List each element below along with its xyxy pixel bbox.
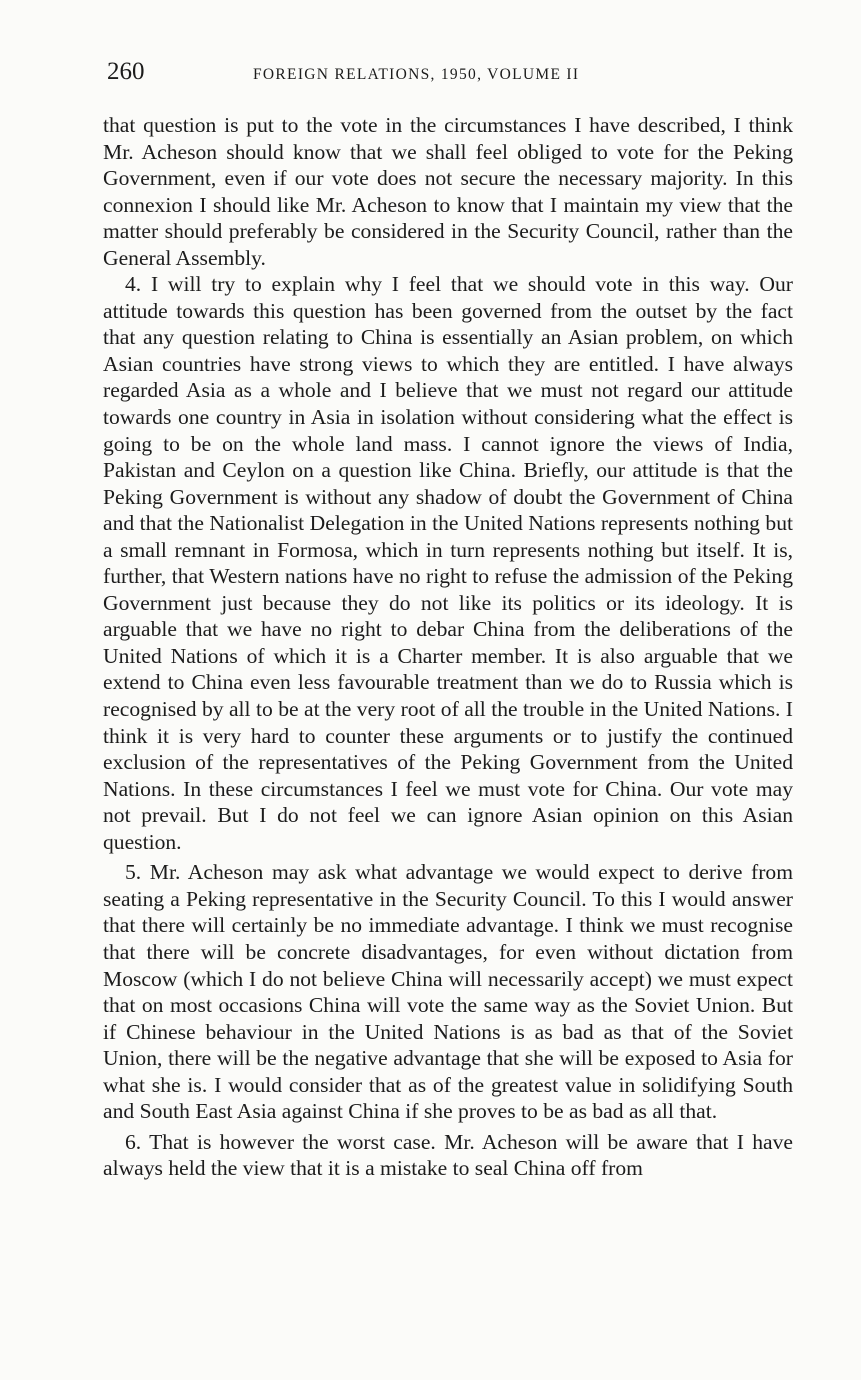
running-title: FOREIGN RELATIONS, 1950, VOLUME II — [253, 66, 580, 83]
paragraph-6: 6. That is however the worst case. Mr. Acheson will be aware that I have always held the view that it is a mistake to seal China off from — [103, 1129, 793, 1181]
body-text — [103, 112, 793, 1182]
paragraph-4: 4. I will try to explain why I feel that we should vote in this way. Our attitude towards this question has been governed from the outset by the fact that any question relating to China is essentially an Asian problem, on which Asian countries have strong views to which they are entitled. I have always regarded Asia as a whole and I believe that we must not regard our attitude towards one country in Asia in isolation without considering what the effect is going to be on the whole land mass. I cannot ignore the views of India, Pakistan and Ceylon on a question like China. Briefly, our attitude is that the Peking Government is without any shadow of doubt the Government of China and that the Nationalist Delegation in the United Nations represents nothing but a small remnant in Formosa, which in turn represents nothing but itself. It is, further, that Western nations have no right to refuse the admission of the Peking Government just because they do not like its politics or its ideology. It is arguable that we have no right to debar China from the deliberations of the United Nations of which it is a Charter member. It is also arguable that we extend to China even less favourable treatment than we do to Russia which is recognised by all to be at the very root of all the trouble in the United Nations. I think it is very hard to counter these arguments or to justify the continued exclusion of the representatives of the Peking Government from the United Nations. In these circumstances I feel we must vote for China. Our vote may not prevail. But I do not feel we can ignore Asian opinion on this Asian question. — [103, 272, 793, 854]
running-header — [103, 58, 793, 92]
page-number: 260 — [107, 58, 145, 85]
paragraph-continuation: that question is put to the vote in the circumstances I have described, I think Mr. Acheson should know that we shall feel obliged to vote for the Peking Government, even if our vote does not secure the necessary majority. In this connexion I should like Mr. Acheson to know that I maintain my view that the matter should preferably be considered in the Security Council, rather than the General Assembly. — [103, 113, 793, 270]
paragraph-5: 5. Mr. Acheson may ask what advantage we would expect to derive from seating a Peking representative in the Security Council. To this I would answer that there will certainly be no immediate advantage. I think we must recognise that there will be concrete disadvantages, for even without dictation from Moscow (which I do not believe China will necessarily accept) we must expect that on most occasions China will vote the same way as the Soviet Union. But if Chinese behaviour in the United Nations is as bad as that of the Soviet Union, there will be the negative advantage that she will be exposed to Asia for what she is. I would consider that as of the greatest value in solidifying South and South East Asia against China if she proves to be as bad as all that. — [103, 860, 793, 1124]
document-page — [103, 58, 793, 1182]
